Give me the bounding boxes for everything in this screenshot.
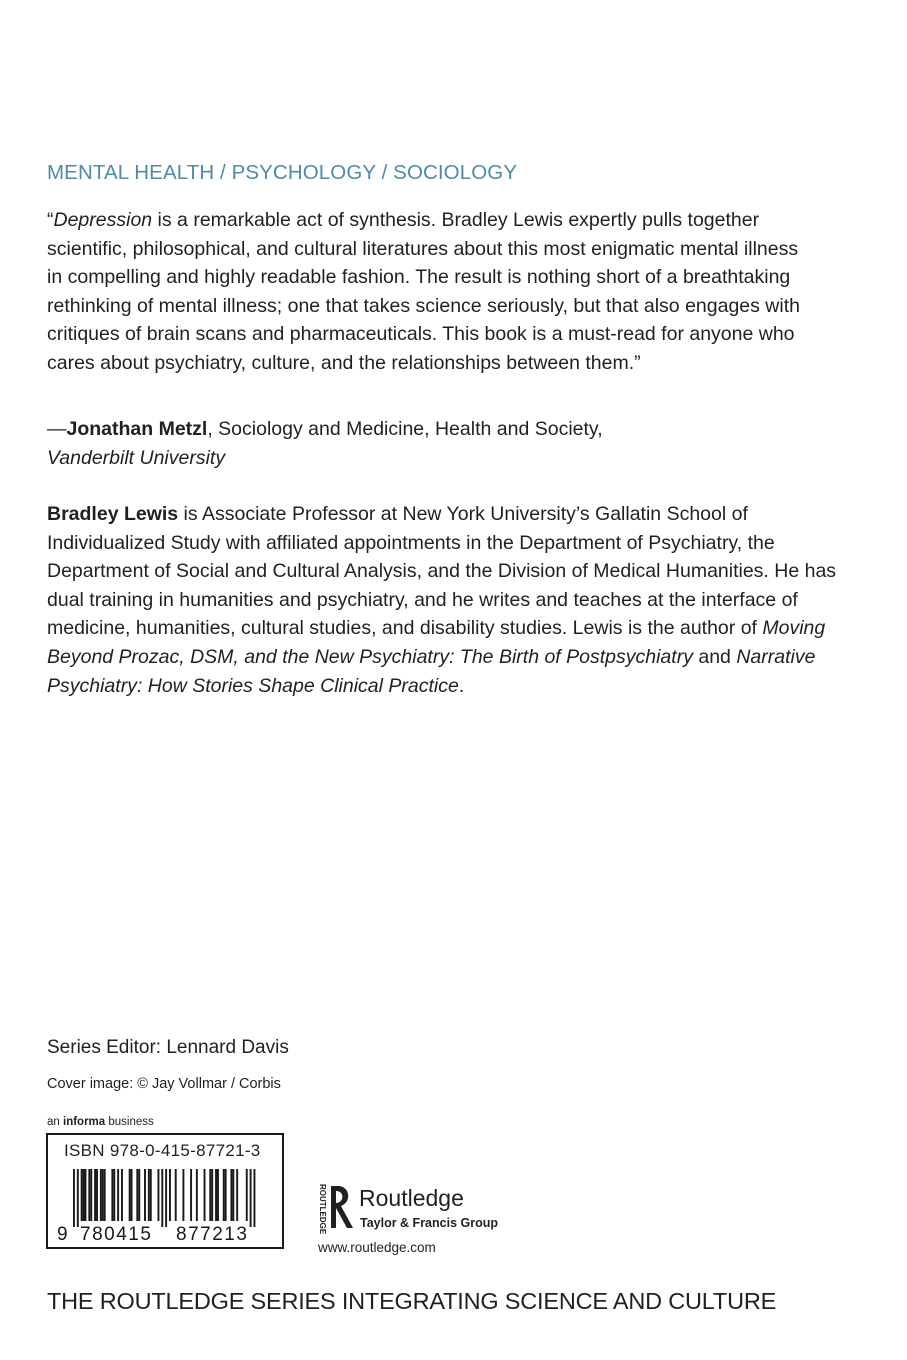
barcode-bar xyxy=(121,1169,123,1221)
barcode-bar xyxy=(129,1169,131,1221)
publisher-url[interactable]: www.routledge.com xyxy=(318,1240,436,1255)
barcode-bar xyxy=(96,1169,98,1221)
publisher-name: Routledge xyxy=(359,1185,464,1211)
barcode-bar xyxy=(88,1169,90,1221)
bio-text: is Associate Professor at New York University’s Gallatin School of Individualized Study with affiliated appointments in the Department of Psychiatry, the Department of Social and Cultural Analysis, and the Division of Medical Humanities. He has dual training in humanities and psychiatry, and he writes and teaches at the interface of medicine, humanities, cultural studies, and disability studies. Lewis is the author of xyxy=(47,503,837,640)
attribution-name: Jonathan Metzl xyxy=(66,418,208,440)
barcode-bar xyxy=(85,1169,87,1221)
series-editor: Series Editor: Lennard Davis xyxy=(47,1037,289,1058)
attribution-dash: — xyxy=(47,418,67,440)
barcode-bar xyxy=(217,1169,219,1221)
barcode-digit-lead: 9 xyxy=(57,1224,68,1245)
barcode-bar xyxy=(117,1169,119,1221)
barcode-digits-left: 780415 xyxy=(80,1224,153,1245)
barcode-bar xyxy=(209,1169,211,1221)
barcode-bar xyxy=(246,1169,248,1221)
quote-attribution xyxy=(47,415,817,472)
endorsement-quote xyxy=(47,206,817,378)
barcode-bar xyxy=(138,1169,140,1221)
barcode-bar xyxy=(113,1169,115,1221)
subject-category: MENTAL HEALTH / PSYCHOLOGY / SOCIOLOGY xyxy=(47,161,518,184)
barcode-bar xyxy=(157,1169,159,1221)
barcode-bar xyxy=(236,1169,238,1221)
barcode-bar xyxy=(131,1169,133,1221)
quote-text: is a remarkable act of synthesis. Bradley Lewis expertly pulls together scientific, philosophical, and cultural literatures about this most enigmatic mental illness in compelling and highly readable fashion. The result is nothing short of a breathtaking rethinking of mental illness; one that takes science seriously, but that also engages with critiques of brain scans and pharmaceuticals. This book is a must-read for anyone who cares about psychiatry, culture, and the relationships between them.” xyxy=(47,209,800,374)
barcode-bar xyxy=(161,1169,163,1227)
barcode-bar xyxy=(250,1169,252,1227)
barcode-bar xyxy=(211,1169,213,1221)
barcode-bar xyxy=(190,1169,192,1221)
bio-book-1: Moving Beyond Prozac, DSM, and the New Psychiatry: The Birth of Postpsychiatry xyxy=(47,617,826,668)
informa-brand: informa xyxy=(63,1116,106,1128)
routledge-logo-mark xyxy=(331,1186,353,1228)
quote-open-mark: “ xyxy=(47,209,54,231)
cover-image-credit: Cover image: © Jay Vollmar / Corbis xyxy=(47,1076,281,1092)
barcode-bar xyxy=(77,1169,79,1227)
barcode-bar xyxy=(104,1169,106,1221)
barcode-bar xyxy=(223,1169,225,1221)
barcode-bars xyxy=(73,1169,255,1227)
barcode-bar xyxy=(90,1169,92,1221)
barcode-bar xyxy=(169,1169,171,1221)
barcode-bar xyxy=(204,1169,206,1221)
barcode-bar xyxy=(102,1169,104,1221)
barcode-bar xyxy=(150,1169,152,1221)
barcode-bar xyxy=(196,1169,198,1221)
routledge-logo-icon xyxy=(316,1180,356,1236)
barcode-bar xyxy=(100,1169,102,1221)
author-bio xyxy=(47,500,837,700)
publisher-vertical-label: ROUTLEDGE xyxy=(318,1184,327,1235)
barcode-bar xyxy=(230,1169,232,1221)
barcode-bar xyxy=(182,1169,184,1221)
barcode-bar xyxy=(253,1169,255,1227)
barcode-bar xyxy=(73,1169,75,1227)
barcode-bar xyxy=(165,1169,167,1227)
barcode-bar xyxy=(94,1169,96,1221)
informa-suffix: business xyxy=(105,1116,154,1128)
barcode-bar xyxy=(148,1169,150,1221)
publisher-group: Taylor & Francis Group xyxy=(360,1216,498,1230)
bio-book-2: Narrative Psychiatry: How Stories Shape Clinical Practice xyxy=(47,645,816,697)
bio-author-name: Bradley Lewis xyxy=(47,503,179,525)
bio-end: . xyxy=(458,674,465,697)
barcode-digits-right: 877213 xyxy=(176,1224,249,1245)
attribution-institution: Vanderbilt University xyxy=(47,446,226,469)
barcode-bar xyxy=(215,1169,217,1221)
barcode-bar xyxy=(144,1169,146,1221)
bio-and: and xyxy=(692,645,737,668)
barcode-bar xyxy=(83,1169,85,1221)
series-title: THE ROUTLEDGE SERIES INTEGRATING SCIENCE AND CULTURE xyxy=(47,1288,777,1314)
barcode-bar xyxy=(111,1169,113,1221)
barcode-bar xyxy=(225,1169,227,1221)
barcode xyxy=(48,1135,282,1247)
isbn-label: ISBN 978-0-415-87721-3 xyxy=(64,1141,261,1160)
barcode-bar xyxy=(136,1169,138,1221)
attribution-role: , Sociology and Medicine, Health and Society, xyxy=(207,418,603,440)
informa-business-tag xyxy=(47,1116,154,1128)
quote-book-title: Depression xyxy=(53,209,153,231)
barcode-bar xyxy=(175,1169,177,1221)
informa-prefix: an xyxy=(47,1116,63,1128)
barcode-bar xyxy=(81,1169,83,1221)
isbn-barcode-box xyxy=(46,1133,284,1249)
barcode-bar xyxy=(232,1169,234,1221)
